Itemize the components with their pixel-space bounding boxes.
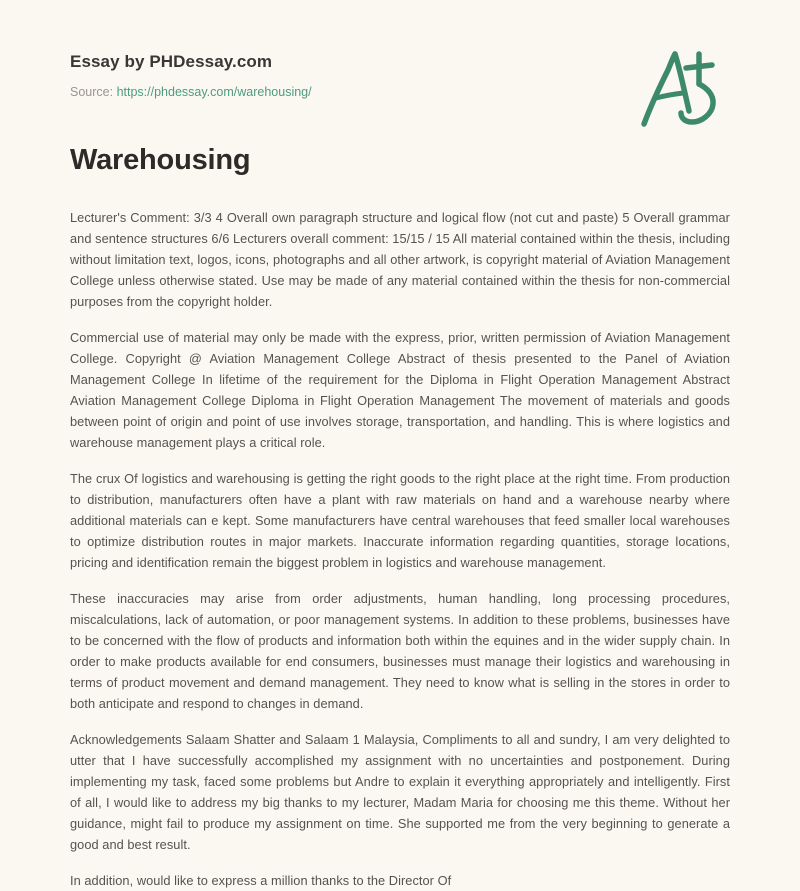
essay-paragraph: Acknowledgements Salaam Shatter and Salaam 1 Malaysia, Compliments to all and sundry, I am very delighted to utter that I have successfully accomplished my assignment with no uncertainties and postponement. During implementing my task, faced some problems but Andre to explain it everything appropriately and intelligently. First of all, I would like to address my big thanks to my lecturer, Madam Maria for choosing me this theme. Without her guidance, might fail to produce my assignment on time. She supported me from the very beginning to generate a good and best result. bbox=[70, 732, 730, 853]
page-title: Warehousing bbox=[70, 144, 251, 176]
source-url-link[interactable]: https://phdessay.com/warehousing/ bbox=[116, 85, 312, 100]
brand-block bbox=[70, 52, 312, 101]
source-line bbox=[70, 84, 312, 100]
essay-paragraph: In addition, would like to express a million thanks to the Director Of bbox=[70, 873, 452, 889]
essay-paragraph: The crux Of logistics and warehousing is getting the right goods to the right place at the right time. From production to distribution, manufacturers often have a plant with raw materials on hand and a warehouse nearby where additional materials can e kept. Some manufacturers have central warehouses that feed smaller local warehouses to optimize distribution routes in major markets. Inaccurate information regarding quantities, storage locations, pricing and identification remain the biggest problem in logistics and warehouse management. bbox=[70, 471, 730, 571]
essay-paragraph: These inaccuracies may arise from order adjustments, human handling, long processing procedures, miscalculations, lack of automation, or poor management systems. In addition to these problems, businesses have to be concerned with the flow of products and information both within the equines and in the wider supply chain. In order to make products available for end consumers, businesses must manage their logistics and warehousing in terms of product movement and demand management. They need to know what is selling in the stores in order to both anticipate and respond to changes in demand. bbox=[70, 591, 730, 712]
page-header bbox=[70, 0, 730, 118]
brand-title: Essay by PHDessay.com bbox=[70, 52, 273, 71]
essay-paragraph: Lecturer's Comment: 3/3 4 Overall own paragraph structure and logical flow (not cut and paste) 5 Overall grammar and sentence structures 6/6 Lecturers overall comment: 15/15 / 15 All material contained within the thesis, including without limitation text, logos, icons, photographs and all other artwork, is copyright material of Aviation Management College unless otherwise stated. Use may be made of any material contained within the thesis for non-commercial purposes from the copyright holder. bbox=[70, 210, 730, 310]
essay-body bbox=[70, 207, 730, 891]
source-label: Source: bbox=[70, 85, 114, 100]
a-plus-logo-icon bbox=[636, 46, 722, 128]
essay-paragraph: Commercial use of material may only be made with the express, prior, written permission of Aviation Management College. Copyright @ Aviation Management College Abstract of thesis presented to the Panel of Aviation Management College In lifetime of the requirement for the Diploma in Flight Operation Management Abstract Aviation Management College Diploma in Flight Operation Management The movement of materials and goods between point of origin and point of use involves storage, transportation, and handling. This is where logistics and warehouse management plays a critical role. bbox=[70, 330, 730, 451]
